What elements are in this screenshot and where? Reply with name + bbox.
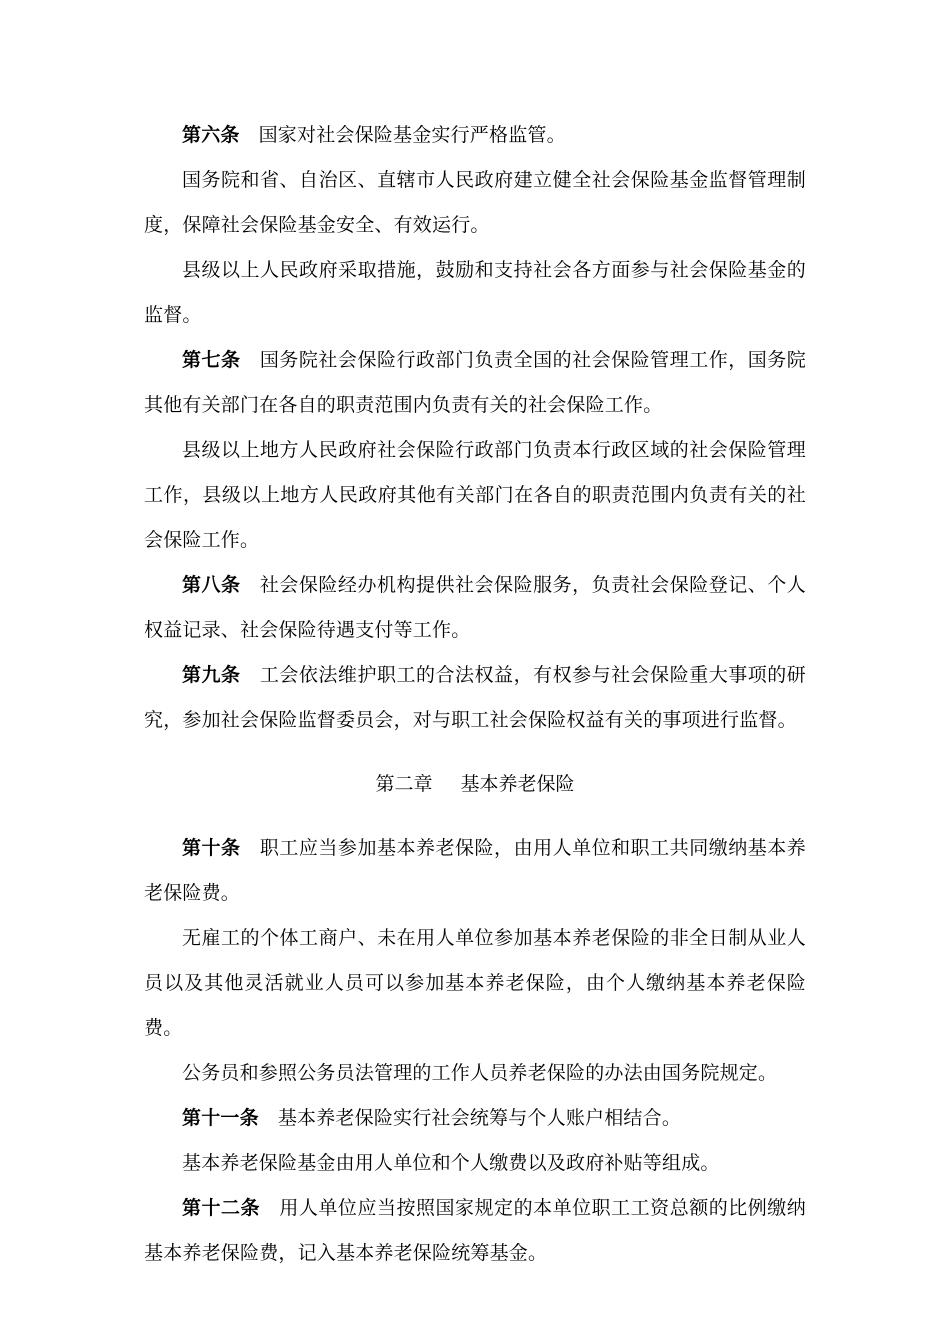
article-number: 第八条 bbox=[182, 574, 241, 596]
paragraph-article-8 bbox=[144, 563, 806, 653]
article-number: 第七条 bbox=[182, 349, 241, 371]
paragraph-text: 国务院社会保险行政部门负责全国的社会保险管理工作，国务院其他有关部门在各自的职责范围内负责有关的社会保险工作。 bbox=[144, 349, 806, 416]
article-number: 第九条 bbox=[182, 664, 241, 686]
paragraph bbox=[144, 1141, 806, 1186]
paragraph-article-7 bbox=[144, 338, 806, 428]
paragraph-article-11 bbox=[144, 1096, 806, 1141]
document-page bbox=[144, 113, 806, 1276]
paragraph-article-6 bbox=[144, 113, 806, 158]
chapter-title: 基本养老保险 bbox=[460, 773, 575, 795]
chapter-number: 第二章 bbox=[375, 773, 433, 795]
paragraph-text: 无雇工的个体工商户、未在用人单位参加基本养老保险的非全日制从业人员以及其他灵活就业人员可以参加基本养老保险，由个人缴纳基本养老保险费。 bbox=[144, 927, 806, 1039]
paragraph-text: 国务院和省、自治区、直辖市人民政府建立健全社会保险基金监督管理制度，保障社会保险基金安全、有效运行。 bbox=[144, 169, 806, 236]
paragraph-text: 职工应当参加基本养老保险，由用人单位和职工共同缴纳基本养老保险费。 bbox=[144, 837, 806, 904]
paragraph bbox=[144, 916, 806, 1051]
article-number: 第十条 bbox=[182, 837, 241, 859]
paragraph-text: 用人单位应当按照国家规定的本单位职工工资总额的比例缴纳基本养老保险费，记入基本养老保险统筹基金。 bbox=[144, 1197, 806, 1264]
article-number: 第六条 bbox=[182, 124, 240, 146]
paragraph bbox=[144, 428, 806, 563]
chapter-heading bbox=[144, 762, 806, 807]
paragraph-text: 基本养老保险实行社会统筹与个人账户相结合。 bbox=[277, 1107, 682, 1129]
paragraph bbox=[144, 248, 806, 338]
paragraph-article-12 bbox=[144, 1186, 806, 1276]
paragraph-text: 公务员和参照公务员法管理的工作人员养老保险的办法由国务院规定。 bbox=[182, 1062, 778, 1084]
article-number: 第十一条 bbox=[182, 1107, 259, 1129]
paragraph-text: 县级以上人民政府采取措施，鼓励和支持社会各方面参与社会保险基金的监督。 bbox=[144, 259, 806, 326]
paragraph-article-10 bbox=[144, 826, 806, 916]
article-number: 第十二条 bbox=[182, 1197, 261, 1219]
paragraph-text: 工会依法维护职工的合法权益，有权参与社会保险重大事项的研究，参加社会保险监督委员会，对与职工社会保险权益有关的事项进行监督。 bbox=[144, 664, 806, 731]
paragraph-text: 社会保险经办机构提供社会保险服务，负责社会保险登记、个人权益记录、社会保险待遇支付等工作。 bbox=[144, 574, 806, 641]
paragraph-text: 县级以上地方人民政府社会保险行政部门负责本行政区域的社会保险管理工作，县级以上地方人民政府其他有关部门在各自的职责范围内负责有关的社会保险工作。 bbox=[144, 439, 806, 551]
paragraph-text: 基本养老保险基金由用人单位和个人缴费以及政府补贴等组成。 bbox=[182, 1152, 720, 1174]
paragraph bbox=[144, 158, 806, 248]
paragraph bbox=[144, 1051, 806, 1096]
paragraph-article-9 bbox=[144, 653, 806, 743]
paragraph-text: 国家对社会保险基金实行严格监管。 bbox=[258, 124, 566, 146]
